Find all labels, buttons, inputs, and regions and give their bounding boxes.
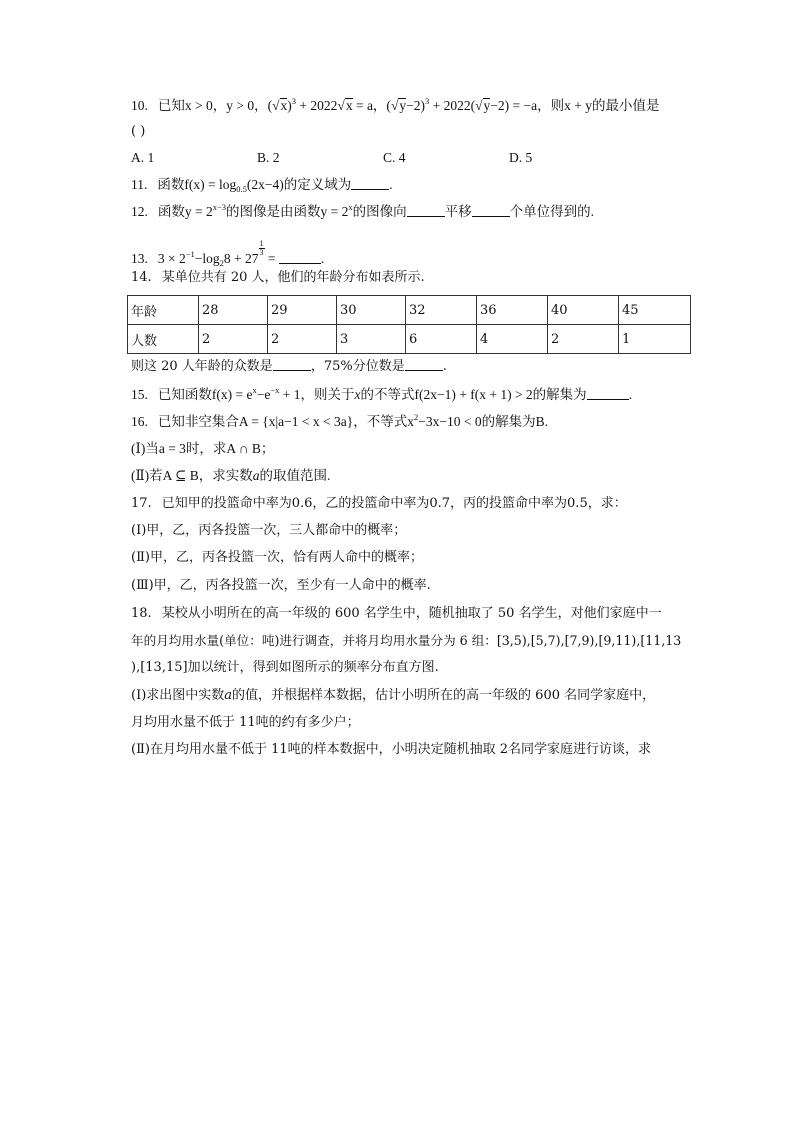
question-14-followup: 则这 20 人年龄的众数是 ，75%分位数是 .	[131, 359, 447, 374]
question-17-part-1: (Ⅰ)甲，乙，丙各投篮一次，三人都命中的概率；	[131, 523, 407, 538]
table-cell: 6	[406, 325, 477, 354]
question-number: 12.	[131, 204, 148, 219]
sqrt-symbol: √	[337, 98, 345, 113]
table-cell: 30	[337, 296, 406, 325]
table-cell: 3	[337, 325, 406, 354]
question-10-options	[131, 150, 635, 166]
question-17: 17. 已知甲的投篮命中率为0.6，乙的投篮命中率为0.7，丙的投篮命中率为0.5，求：	[131, 496, 627, 511]
question-18-line-2: 年的月均用水量(单位：吨)进行调查，并将月均用水量分为 6 组：[3,5),[5,7),[7,9),[9,11),[11,13	[131, 633, 682, 648]
answer-blank	[279, 252, 321, 264]
answer-blank	[351, 178, 389, 190]
table-cell: 年龄	[128, 296, 199, 325]
option-b: B. 2	[257, 150, 280, 165]
sqrt-symbol: √	[390, 98, 399, 113]
fraction-exponent: $\frac{1}{3}$	[259, 239, 264, 257]
question-number: 10.	[131, 98, 148, 113]
question-number: 14.	[131, 270, 152, 285]
table-cell: 29	[268, 296, 337, 325]
question-18-part-2: (Ⅱ)在月均用水量不低于 11吨的样本数据中，小明决定随机抽取 2名同学家庭进行访谈，求	[131, 742, 652, 757]
table-cell: 2	[548, 325, 619, 354]
question-10-stem: 10. 已知x > 0，y > 0，$(√x)^3 + 2022√x = a$，$(√y-2)^3 + 2022(√y-2) = -a$，则x + y的最小值是	[131, 96, 660, 113]
question-17-part-3: (Ⅲ)甲，乙，丙各投篮一次，至少有一人命中的概率.	[131, 578, 431, 593]
question-number: 13.	[131, 251, 148, 266]
question-16-part-2: (Ⅱ)若A ⊆ B，求实数a的取值范围.	[131, 468, 331, 483]
question-15: 15. 已知函数$f(x) = e^x-e^{-x} + 1$，则关于x的不等式f(2x−1) + f(x + 1) > 2的解集为 .	[131, 385, 633, 402]
question-number: 11.	[131, 177, 148, 192]
question-17-part-2: (Ⅱ)甲，乙，丙各投篮一次，恰有两人命中的概率；	[131, 550, 423, 565]
table-cell: 32	[406, 296, 477, 325]
option-c: C. 4	[383, 150, 406, 165]
question-16-part-1: (Ⅰ)当a = 3时，求A ∩ B；	[131, 441, 275, 456]
option-d: D. 5	[509, 150, 533, 165]
table-cell: 40	[548, 296, 619, 325]
answer-blank	[407, 205, 445, 217]
option-a: A. 1	[131, 150, 155, 165]
question-number: 15.	[131, 387, 148, 402]
question-11: 11. 函数$f(x) = \log_{0.5}(2x-4)$的定义域为 .	[131, 177, 393, 194]
question-18-part-1-cont: 月均用水量不低于 11吨的约有多少户；	[131, 715, 360, 730]
table-cell: 人数	[128, 325, 199, 354]
question-14: 14. 某单位共有 20 人，他们的年龄分布如表所示.	[131, 270, 425, 285]
table-cell: 36	[477, 296, 548, 325]
question-18-part-1: (Ⅰ)求出图中实数a的值，并根据样本数据，估计小明所在的高一年级的 600 名同学家庭中，	[131, 688, 656, 703]
question-number: 16.	[131, 414, 148, 429]
table-cell: 45	[619, 296, 691, 325]
sqrt-symbol: √	[475, 98, 483, 113]
question-number: 17.	[131, 496, 152, 511]
answer-parentheses: ( )	[131, 124, 146, 139]
answer-blank	[472, 205, 510, 217]
question-18-line-3: ),[13,15]加以统计，得到如图所示的频率分布直方图.	[131, 660, 439, 675]
question-number: 18.	[131, 606, 152, 621]
question-18: 18. 某校从小明所在的高一年级的 600 名学生中，随机抽取了 50 名学生，对他们家庭中一	[131, 606, 662, 621]
question-13: 13. $3 \times 2^{-1}-\log_28 + 27$ $\frac{1}{3}$ = .	[131, 239, 325, 268]
answer-blank	[405, 359, 443, 371]
table-row	[128, 325, 691, 354]
table-row	[128, 296, 691, 325]
answer-blank	[587, 388, 629, 400]
sqrt-symbol: √	[272, 98, 280, 113]
question-16: 16. 已知非空集合A = {x|a−1 < x < 3a}，不等式$x^2-3x-10 < 0$的解集为B.	[131, 412, 548, 429]
table-cell: 2	[268, 325, 337, 354]
question-12: 12. 函数$y = 2^{x-3}$的图像是由函数$y = 2^x$的图像向 平移 个单位得到的.	[131, 202, 595, 219]
age-distribution-table	[127, 295, 691, 354]
table-cell: 4	[477, 325, 548, 354]
answer-blank	[273, 359, 311, 371]
table-cell: 2	[199, 325, 268, 354]
table-cell: 1	[619, 325, 691, 354]
table-cell: 28	[199, 296, 268, 325]
